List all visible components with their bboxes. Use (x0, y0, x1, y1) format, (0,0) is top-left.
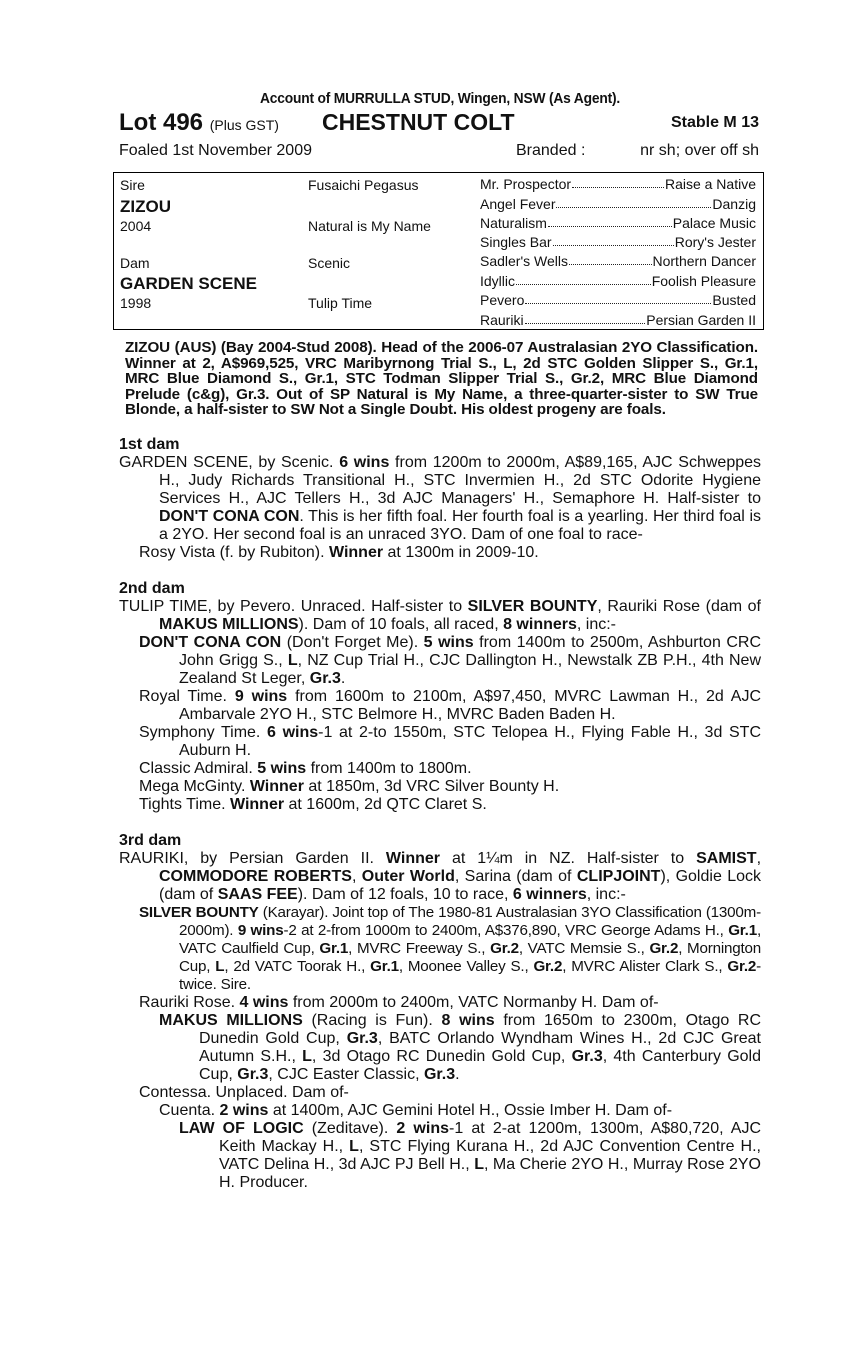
sire-summary: ZIZOU (AUS) (Bay 2004-Stud 2008). Head of the 2006-07 Australasian 2YO Classification. Winner at 2, A$969,525, VRC Maribyrnong Trial S., L, 2d STC Golden Slipper S., Gr.1, MRC Blue Diamond S., Gr.1, STC Todman Slipper Trial S., Gr.2, MRC Blue Diamond Prelude (c&g), Gr.3. Out of SP Natural is My Name, a three-quarter-sister to SW True Blonde, a half-sister to SW Not a Single Doubt. His oldest progeny are foals. (125, 339, 758, 418)
dam-name: GARDEN SCENE (120, 274, 257, 293)
great-grandparent-row (480, 273, 756, 289)
ancestor-sire: Angel Fever (480, 196, 556, 212)
dot-leader (553, 234, 674, 246)
section-heading: 1st dam (119, 435, 180, 453)
produce-entry: Tights Time. Winner at 1600m, 2d QTC Claret S. (139, 795, 487, 813)
sire-dam: Natural is My Name (308, 218, 431, 234)
dam-label: Dam (120, 255, 150, 271)
dot-leader (525, 312, 646, 324)
lot-number: Lot 496 (Plus GST) (119, 109, 279, 136)
ancestor-parent: Northern Dancer (652, 253, 756, 269)
great-grandparent-row (480, 234, 756, 250)
dam-sire: Scenic (308, 255, 351, 271)
ancestor-parent: Busted (712, 292, 756, 308)
ancestor-sire: Rauriki (480, 312, 524, 328)
produce-entry: Rosy Vista (f. by Rubiton). Winner at 1300m in 2009-10. (139, 543, 539, 561)
ancestor-sire: Mr. Prospector (480, 176, 572, 192)
pedigree-table (113, 172, 764, 330)
produce-entry: Contessa. Unplaced. Dam of- (139, 1083, 349, 1101)
ancestor-parent: Palace Music (672, 215, 756, 231)
dam-year: 1998 (120, 295, 152, 311)
brand-marks: nr sh; over off sh (640, 142, 759, 159)
produce-entry: TULIP TIME, by Pevero. Unraced. Half-sister to SILVER BOUNTY, Rauriki Rose (dam of MAKUS MILLIONS). Dam of 10 foals, all raced, 8 winners, inc:- (119, 597, 761, 633)
ancestor-parent: Foolish Pleasure (651, 273, 756, 289)
dot-leader (525, 292, 711, 304)
dot-leader (548, 215, 672, 227)
section-heading: 2nd dam (119, 579, 185, 597)
ancestor-parent: Danzig (712, 196, 756, 212)
produce-entry: Cuenta. 2 wins at 1400m, AJC Gemini Hotel H., Ossie Imber H. Dam of- (159, 1101, 673, 1119)
ancestor-parent: Rory's Jester (674, 234, 756, 250)
lot-header (119, 109, 761, 139)
sire-label: Sire (120, 177, 145, 193)
produce-entry: DON'T CONA CON (Don't Forget Me). 5 wins from 1400m to 2500m, Ashburton CRC John Grigg S., L, NZ Cup Trial H., CJC Dallington H., Newstalk ZB P.H., 4th New Zealand St Leger, Gr.3. (139, 633, 762, 687)
ancestor-sire: Sadler's Wells (480, 253, 568, 269)
produce-entry: MAKUS MILLIONS (Racing is Fun). 8 wins from 1650m to 2300m, Otago RC Dunedin Gold Cup, Gr.3, BATC Orlando Wyndham Wines H., 2d CJC Great Autumn S.H., L, 3d Otago RC Dunedin Gold Cup, Gr.3, 4th Canterbury Gold Cup, Gr.3, CJC Easter Classic, Gr.3. (159, 1011, 762, 1083)
dam-dam: Tulip Time (308, 295, 373, 311)
dot-leader (516, 273, 651, 285)
produce-entry: LAW OF LOGIC (Zeditave). 2 wins-1 at 2-at 1200m, 1300m, A$80,720, AJC Keith Mackay H., L, STC Flying Kurana H., 2d AJC Convention Centre H., VATC Delina H., 3d AJC PJ Bell H., L, Ma Cherie 2YO H., Murray Rose 2YO H. Producer. (179, 1119, 762, 1191)
horse-description: CHESTNUT COLT (322, 109, 515, 135)
branded-label: Branded : (516, 142, 586, 159)
great-grandparent-row (480, 196, 756, 212)
ancestor-parent: Persian Garden II (646, 312, 756, 328)
ancestor-sire: Singles Bar (480, 234, 552, 250)
vendor-line: Account of MURRULLA STUD, Wingen, NSW (As Agent). (259, 90, 621, 107)
great-grandparent-row (480, 215, 756, 231)
stable-number: Stable M 13 (670, 114, 759, 131)
great-grandparent-row (480, 176, 756, 192)
dot-leader (569, 253, 652, 265)
gst-note: (Plus GST) (209, 117, 279, 133)
great-grandparent-row (480, 253, 756, 269)
great-grandparent-row (480, 312, 756, 328)
dam-sections (119, 436, 761, 1192)
sire-sire: Fusaichi Pegasus (308, 177, 419, 193)
dot-leader (572, 176, 664, 188)
sire-year: 2004 (120, 218, 152, 234)
foaled-date: Foaled 1st November 2009 (119, 142, 312, 159)
section-heading: 3rd dam (119, 831, 182, 849)
ancestor-parent: Raise a Native (664, 176, 756, 192)
ancestor-sire: Idyllic (480, 273, 516, 289)
produce-entry: Royal Time. 9 wins from 1600m to 2100m, A$97,450, MVRC Lawman H., 2d AJC Ambarvale 2YO H., STC Belmore H., MVRC Baden Baden H. (139, 687, 762, 723)
produce-entry: Rauriki Rose. 4 wins from 2000m to 2400m, VATC Normanby H. Dam of- (139, 993, 659, 1011)
ancestor-sire: Naturalism (480, 215, 547, 231)
produce-entry: Classic Admiral. 5 wins from 1400m to 1800m. (139, 759, 472, 777)
great-grandparent-row (480, 292, 756, 308)
dot-leader (556, 196, 711, 208)
foaled-line (119, 142, 761, 166)
ancestor-sire: Pevero (480, 292, 525, 308)
produce-entry: SILVER BOUNTY (Karayar). Joint top of The 1980-81 Australasian 3YO Classification (1300m-2000m). 9 wins-2 at 2-from 1000m to 2400m, A$376,890, VRC George Adams H., Gr.1, VATC Caulfield Cup, Gr.1, MVRC Freeway S., Gr.2, VATC Memsie S., Gr.2, Mornington Cup, L, 2d VATC Toorak H., Gr.1, Moonee Valley S., Gr.2, MVRC Alister Clark S., Gr.2-twice. Sire. (139, 903, 761, 993)
produce-entry: Mega McGinty. Winner at 1850m, 3d VRC Silver Bounty H. (139, 777, 560, 795)
produce-entry: RAURIKI, by Persian Garden II. Winner at 1¼m in NZ. Half-sister to SAMIST, COMMODORE ROBERTS, Outer World, Sarina (dam of CLIPJOINT), Goldie Lock (dam of SAAS FEE). Dam of 12 foals, 10 to race, 6 winners, inc:- (119, 849, 762, 903)
sire-name: ZIZOU (120, 197, 171, 216)
catalogue-page (119, 90, 761, 1192)
produce-entry: GARDEN SCENE, by Scenic. 6 wins from 1200m to 2000m, A$89,165, AJC Schweppes H., Judy Richards Transitional H., STC Invermien H., 2d STC Odorite Hygiene Services H., AJC Tellers H., 3d AJC Managers' H., Semaphore H. Half-sister to DON'T CONA CON. This is her fifth foal. Her fourth foal is a yearling. Her third foal is a 2YO. Her second foal is an unraced 3YO. Dam of one foal to race- (119, 453, 762, 543)
produce-entry: Symphony Time. 6 wins-1 at 2-to 1550m, STC Telopea H., Flying Fable H., 3d STC Auburn H. (139, 723, 762, 759)
